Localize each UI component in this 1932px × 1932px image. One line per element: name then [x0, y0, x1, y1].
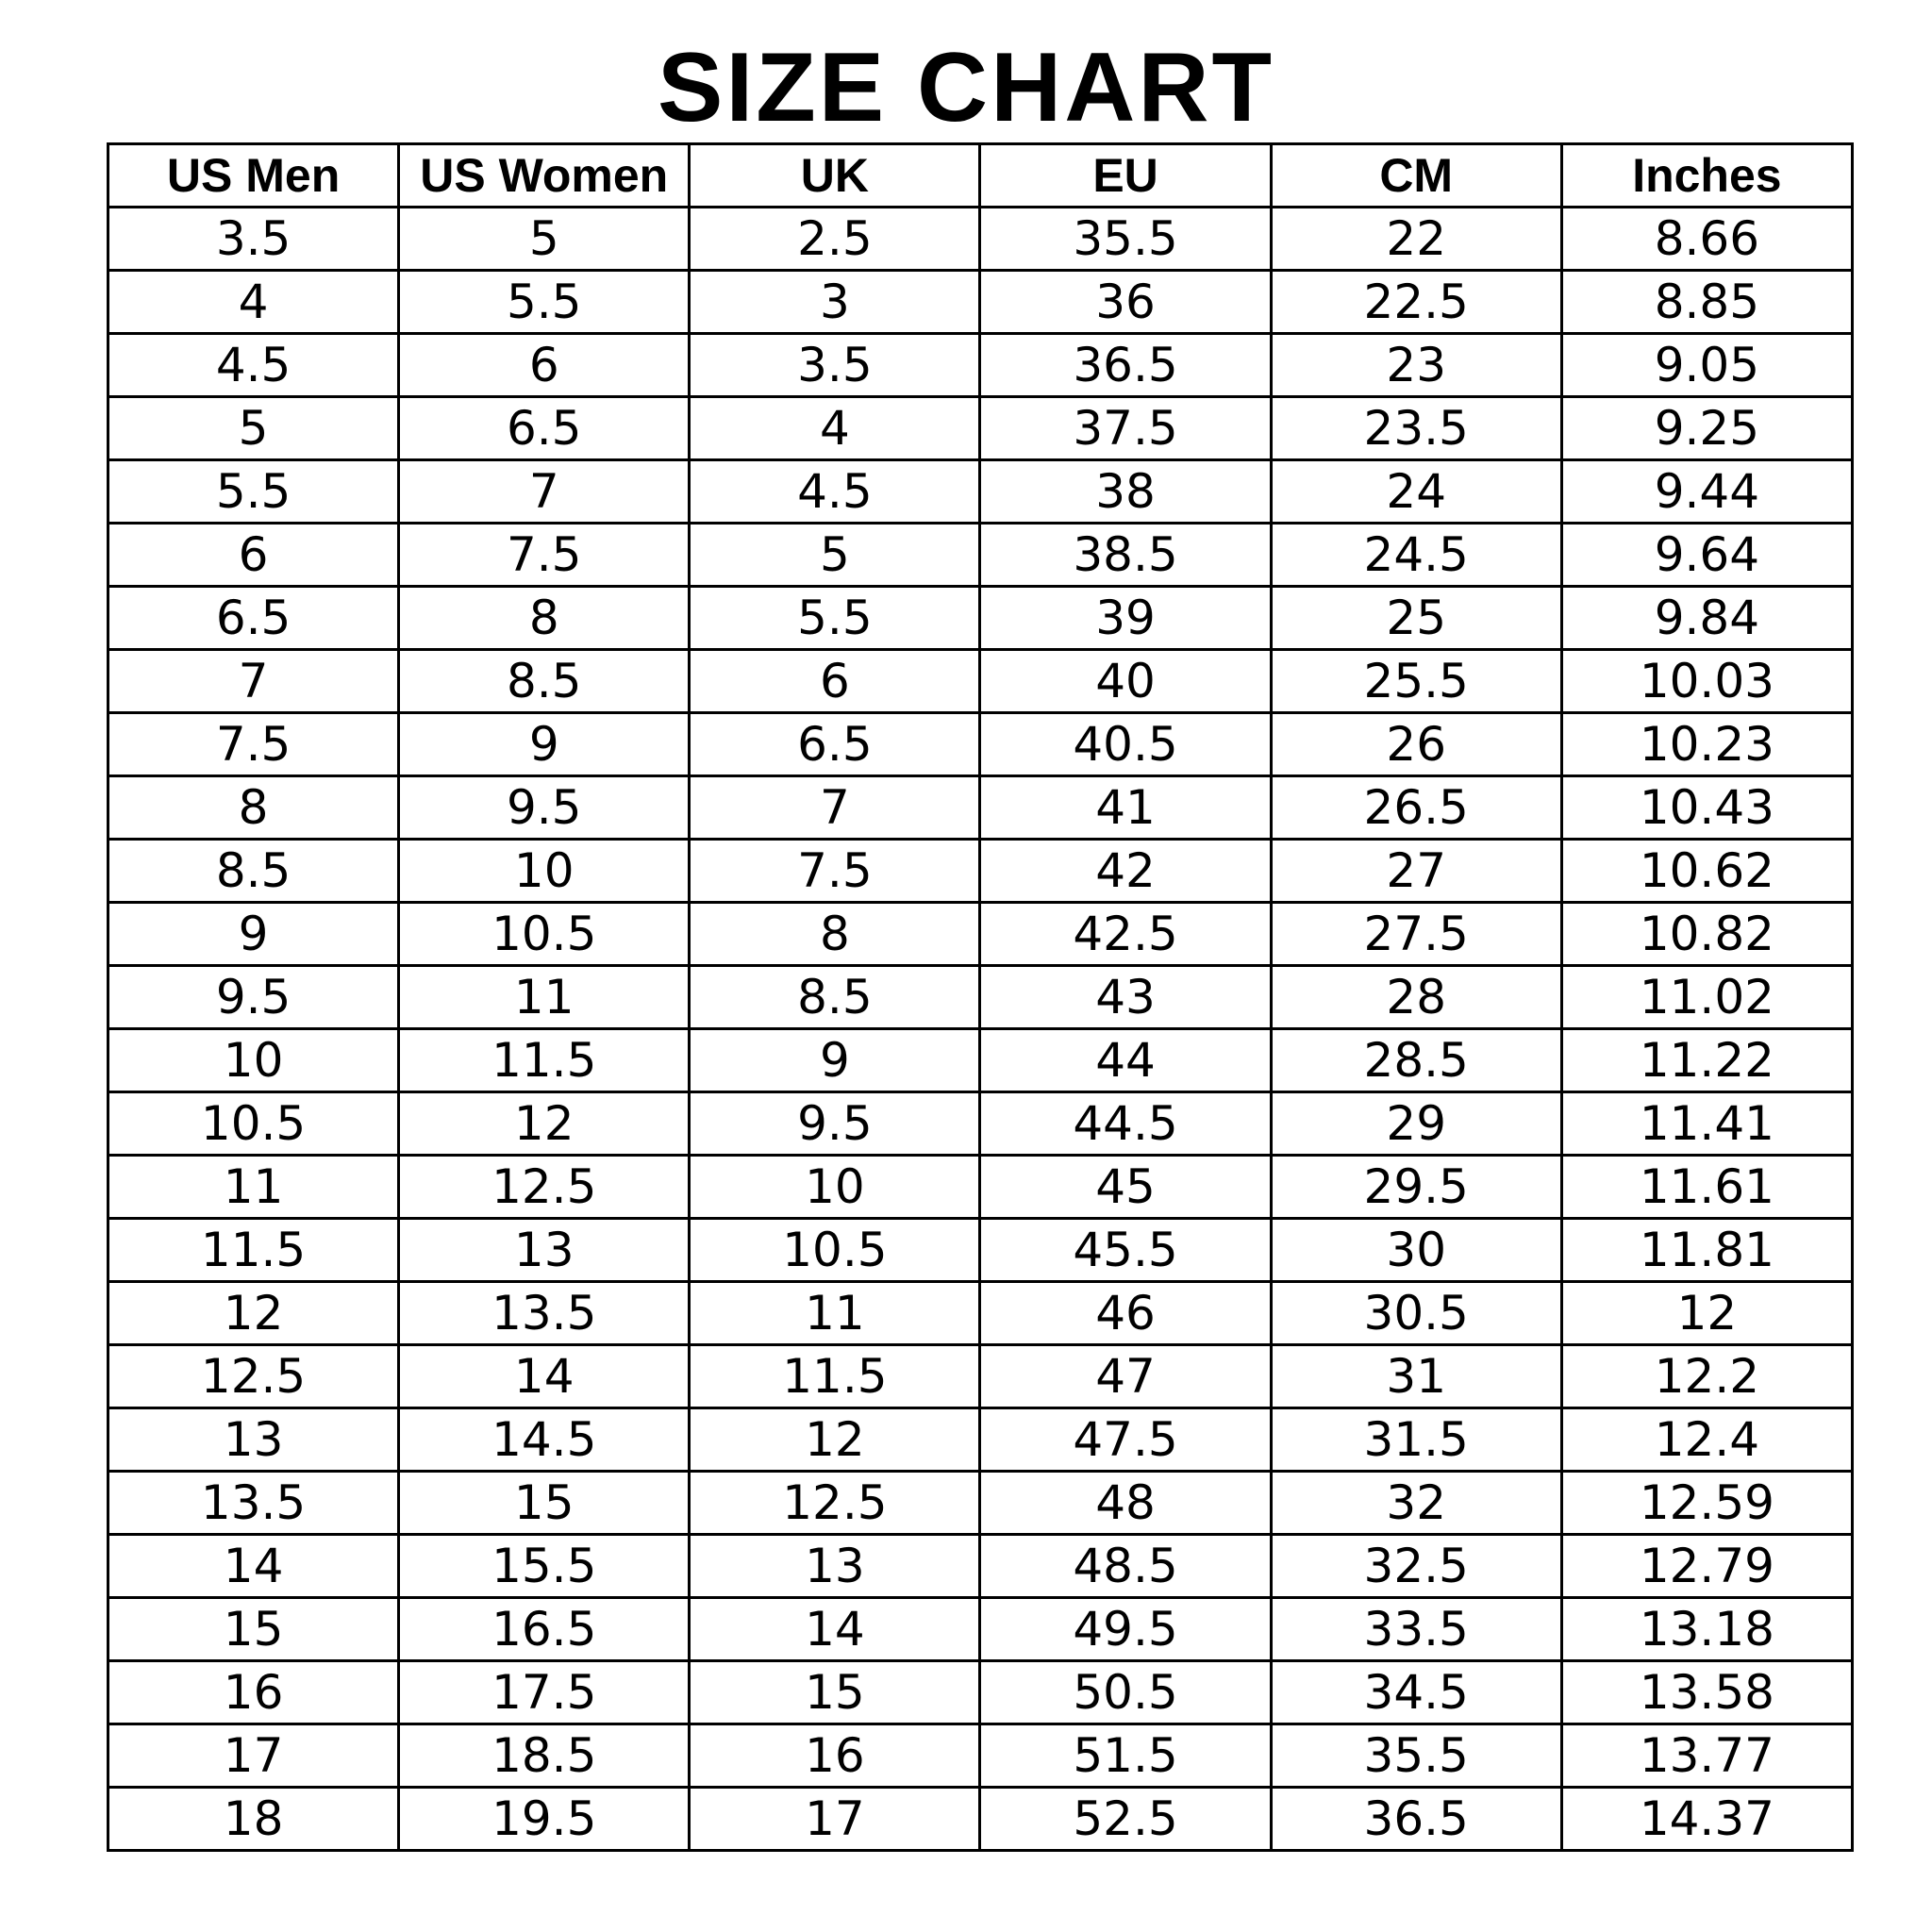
table-cell-eu: 38.5: [980, 524, 1271, 587]
table-row: [108, 1156, 1853, 1219]
table-cell-cm: 26.5: [1271, 776, 1561, 840]
table-cell-cm: 28.5: [1271, 1029, 1561, 1092]
table-cell-us-men: 4.5: [108, 334, 399, 397]
table-cell-us-men: 8: [108, 776, 399, 840]
table-row: [108, 713, 1853, 776]
table-cell-us-women: 18.5: [399, 1724, 690, 1788]
table-cell-inches: 8.85: [1561, 271, 1852, 334]
column-header-uk: UK: [690, 144, 980, 208]
table-cell-cm: 26: [1271, 713, 1561, 776]
table-cell-us-women: 13.5: [399, 1282, 690, 1345]
table-row: [108, 650, 1853, 713]
table-cell-inches: 10.82: [1561, 903, 1852, 966]
table-cell-eu: 39: [980, 587, 1271, 650]
table-cell-uk: 14: [690, 1598, 980, 1661]
table-cell-eu: 44.5: [980, 1092, 1271, 1156]
table-row: [108, 271, 1853, 334]
table-cell-uk: 6.5: [690, 713, 980, 776]
table-cell-eu: 36: [980, 271, 1271, 334]
table-cell-us-women: 10: [399, 840, 690, 903]
table-cell-us-men: 10.5: [108, 1092, 399, 1156]
table-cell-inches: 10.03: [1561, 650, 1852, 713]
table-cell-us-men: 5.5: [108, 460, 399, 524]
table-cell-inches: 12.79: [1561, 1535, 1852, 1598]
table-cell-uk: 12.5: [690, 1472, 980, 1535]
table-cell-eu: 49.5: [980, 1598, 1271, 1661]
table-cell-eu: 40: [980, 650, 1271, 713]
table-cell-cm: 36.5: [1271, 1788, 1561, 1851]
table-header: [108, 144, 1853, 208]
table-cell-uk: 12: [690, 1408, 980, 1472]
table-cell-us-women: 13: [399, 1219, 690, 1282]
table-cell-us-men: 13.5: [108, 1472, 399, 1535]
table-cell-uk: 15: [690, 1661, 980, 1724]
table-cell-inches: 11.61: [1561, 1156, 1852, 1219]
table-row: [108, 460, 1853, 524]
table-cell-inches: 11.41: [1561, 1092, 1852, 1156]
table-cell-inches: 14.37: [1561, 1788, 1852, 1851]
table-row: [108, 776, 1853, 840]
table-cell-us-women: 5: [399, 208, 690, 271]
table-cell-eu: 47: [980, 1345, 1271, 1408]
table-cell-eu: 52.5: [980, 1788, 1271, 1851]
table-cell-eu: 50.5: [980, 1661, 1271, 1724]
table-cell-us-men: 15: [108, 1598, 399, 1661]
header-row: [108, 144, 1853, 208]
table-cell-cm: 23: [1271, 334, 1561, 397]
table-row: [108, 1408, 1853, 1472]
table-cell-uk: 16: [690, 1724, 980, 1788]
table-cell-us-men: 4: [108, 271, 399, 334]
table-cell-uk: 11.5: [690, 1345, 980, 1408]
table-cell-inches: 9.44: [1561, 460, 1852, 524]
page-title: SIZE CHART: [658, 33, 1274, 142]
table-cell-eu: 51.5: [980, 1724, 1271, 1788]
table-cell-cm: 25.5: [1271, 650, 1561, 713]
table-row: [108, 1219, 1853, 1282]
table-cell-eu: 45: [980, 1156, 1271, 1219]
table-cell-uk: 8.5: [690, 966, 980, 1029]
table-row: [108, 1535, 1853, 1598]
table-cell-eu: 38: [980, 460, 1271, 524]
table-row: [108, 1661, 1853, 1724]
table-cell-inches: 8.66: [1561, 208, 1852, 271]
table-cell-us-men: 7.5: [108, 713, 399, 776]
table-cell-uk: 2.5: [690, 208, 980, 271]
table-row: [108, 208, 1853, 271]
table-cell-uk: 7.5: [690, 840, 980, 903]
table-cell-us-women: 12.5: [399, 1156, 690, 1219]
table-cell-us-men: 11: [108, 1156, 399, 1219]
table-row: [108, 966, 1853, 1029]
table-row: [108, 587, 1853, 650]
table-cell-eu: 42: [980, 840, 1271, 903]
table-cell-cm: 27.5: [1271, 903, 1561, 966]
table-cell-cm: 29.5: [1271, 1156, 1561, 1219]
table-cell-uk: 5.5: [690, 587, 980, 650]
table-cell-us-men: 12.5: [108, 1345, 399, 1408]
table-cell-us-women: 15.5: [399, 1535, 690, 1598]
table-cell-us-women: 16.5: [399, 1598, 690, 1661]
table-cell-us-men: 11.5: [108, 1219, 399, 1282]
table-cell-us-women: 8: [399, 587, 690, 650]
table-cell-cm: 30.5: [1271, 1282, 1561, 1345]
table-cell-cm: 29: [1271, 1092, 1561, 1156]
table-cell-cm: 34.5: [1271, 1661, 1561, 1724]
table-cell-cm: 31.5: [1271, 1408, 1561, 1472]
table-cell-uk: 7: [690, 776, 980, 840]
column-header-cm: CM: [1271, 144, 1561, 208]
table-cell-uk: 10: [690, 1156, 980, 1219]
table-cell-eu: 48: [980, 1472, 1271, 1535]
table-cell-inches: 9.84: [1561, 587, 1852, 650]
column-header-eu: EU: [980, 144, 1271, 208]
table-cell-us-men: 9: [108, 903, 399, 966]
table-cell-us-women: 14.5: [399, 1408, 690, 1472]
table-row: [108, 1788, 1853, 1851]
table-cell-us-men: 9.5: [108, 966, 399, 1029]
table-cell-eu: 40.5: [980, 713, 1271, 776]
table-cell-inches: 9.64: [1561, 524, 1852, 587]
size-chart-table: [107, 142, 1854, 1852]
table-cell-cm: 32.5: [1271, 1535, 1561, 1598]
table-cell-uk: 10.5: [690, 1219, 980, 1282]
table-row: [108, 397, 1853, 460]
table-cell-us-women: 12: [399, 1092, 690, 1156]
table-cell-inches: 13.58: [1561, 1661, 1852, 1724]
table-row: [108, 1724, 1853, 1788]
table-cell-us-women: 14: [399, 1345, 690, 1408]
table-cell-us-women: 6: [399, 334, 690, 397]
table-row: [108, 1282, 1853, 1345]
table-row: [108, 1029, 1853, 1092]
table-cell-us-men: 3.5: [108, 208, 399, 271]
table-cell-cm: 24.5: [1271, 524, 1561, 587]
table-cell-us-men: 8.5: [108, 840, 399, 903]
table-cell-us-men: 10: [108, 1029, 399, 1092]
table-cell-uk: 11: [690, 1282, 980, 1345]
table-cell-us-men: 16: [108, 1661, 399, 1724]
table-cell-inches: 10.23: [1561, 713, 1852, 776]
table-cell-us-men: 17: [108, 1724, 399, 1788]
table-cell-us-men: 13: [108, 1408, 399, 1472]
table-cell-uk: 9: [690, 1029, 980, 1092]
table-cell-uk: 4.5: [690, 460, 980, 524]
table-row: [108, 524, 1853, 587]
table-cell-uk: 6: [690, 650, 980, 713]
table-cell-uk: 17: [690, 1788, 980, 1851]
table-row: [108, 1598, 1853, 1661]
table-cell-cm: 30: [1271, 1219, 1561, 1282]
table-cell-uk: 3.5: [690, 334, 980, 397]
table-cell-us-men: 12: [108, 1282, 399, 1345]
table-cell-cm: 31: [1271, 1345, 1561, 1408]
table-cell-us-women: 17.5: [399, 1661, 690, 1724]
table-row: [108, 334, 1853, 397]
table-cell-cm: 25: [1271, 587, 1561, 650]
table-cell-us-women: 19.5: [399, 1788, 690, 1851]
table-cell-cm: 22.5: [1271, 271, 1561, 334]
table-cell-eu: 46: [980, 1282, 1271, 1345]
table-cell-cm: 32: [1271, 1472, 1561, 1535]
table-cell-eu: 47.5: [980, 1408, 1271, 1472]
table-cell-us-women: 9.5: [399, 776, 690, 840]
table-cell-inches: 10.62: [1561, 840, 1852, 903]
table-cell-eu: 45.5: [980, 1219, 1271, 1282]
column-header-us-men: US Men: [108, 144, 399, 208]
table-cell-inches: 11.02: [1561, 966, 1852, 1029]
table-cell-us-women: 6.5: [399, 397, 690, 460]
table-cell-inches: 9.05: [1561, 334, 1852, 397]
table-cell-inches: 13.18: [1561, 1598, 1852, 1661]
table-cell-cm: 33.5: [1271, 1598, 1561, 1661]
table-cell-us-women: 11: [399, 966, 690, 1029]
table-cell-us-men: 14: [108, 1535, 399, 1598]
table-cell-us-women: 15: [399, 1472, 690, 1535]
table-cell-us-men: 6: [108, 524, 399, 587]
table-cell-us-men: 18: [108, 1788, 399, 1851]
table-cell-inches: 13.77: [1561, 1724, 1852, 1788]
table-cell-us-women: 9: [399, 713, 690, 776]
table-cell-eu: 41: [980, 776, 1271, 840]
table-row: [108, 1092, 1853, 1156]
table-row: [108, 903, 1853, 966]
table-cell-cm: 27: [1271, 840, 1561, 903]
table-cell-us-women: 7.5: [399, 524, 690, 587]
table-cell-uk: 4: [690, 397, 980, 460]
table-cell-inches: 9.25: [1561, 397, 1852, 460]
table-cell-us-men: 7: [108, 650, 399, 713]
column-header-inches: Inches: [1561, 144, 1852, 208]
table-cell-cm: 28: [1271, 966, 1561, 1029]
table-cell-cm: 35.5: [1271, 1724, 1561, 1788]
table-cell-us-women: 7: [399, 460, 690, 524]
table-cell-uk: 3: [690, 271, 980, 334]
column-header-us-women: US Women: [399, 144, 690, 208]
table-cell-cm: 23.5: [1271, 397, 1561, 460]
table-cell-uk: 9.5: [690, 1092, 980, 1156]
table-cell-inches: 12.4: [1561, 1408, 1852, 1472]
table-cell-us-women: 11.5: [399, 1029, 690, 1092]
table-cell-inches: 12.59: [1561, 1472, 1852, 1535]
table-row: [108, 1345, 1853, 1408]
table-cell-inches: 11.81: [1561, 1219, 1852, 1282]
table-cell-inches: 10.43: [1561, 776, 1852, 840]
table-cell-cm: 24: [1271, 460, 1561, 524]
table-cell-us-women: 5.5: [399, 271, 690, 334]
table-cell-us-women: 8.5: [399, 650, 690, 713]
table-cell-uk: 8: [690, 903, 980, 966]
table-cell-eu: 37.5: [980, 397, 1271, 460]
table-cell-inches: 12.2: [1561, 1345, 1852, 1408]
table-cell-us-men: 5: [108, 397, 399, 460]
table-cell-eu: 42.5: [980, 903, 1271, 966]
table-cell-us-men: 6.5: [108, 587, 399, 650]
table-cell-uk: 13: [690, 1535, 980, 1598]
table-cell-eu: 48.5: [980, 1535, 1271, 1598]
table-cell-us-women: 10.5: [399, 903, 690, 966]
table-cell-eu: 43: [980, 966, 1271, 1029]
table-row: [108, 1472, 1853, 1535]
table-cell-inches: 12: [1561, 1282, 1852, 1345]
table-cell-uk: 5: [690, 524, 980, 587]
table-cell-eu: 35.5: [980, 208, 1271, 271]
table-row: [108, 840, 1853, 903]
table-cell-eu: 36.5: [980, 334, 1271, 397]
table-body: [108, 208, 1853, 1851]
table-cell-cm: 22: [1271, 208, 1561, 271]
table-cell-inches: 11.22: [1561, 1029, 1852, 1092]
table-cell-eu: 44: [980, 1029, 1271, 1092]
